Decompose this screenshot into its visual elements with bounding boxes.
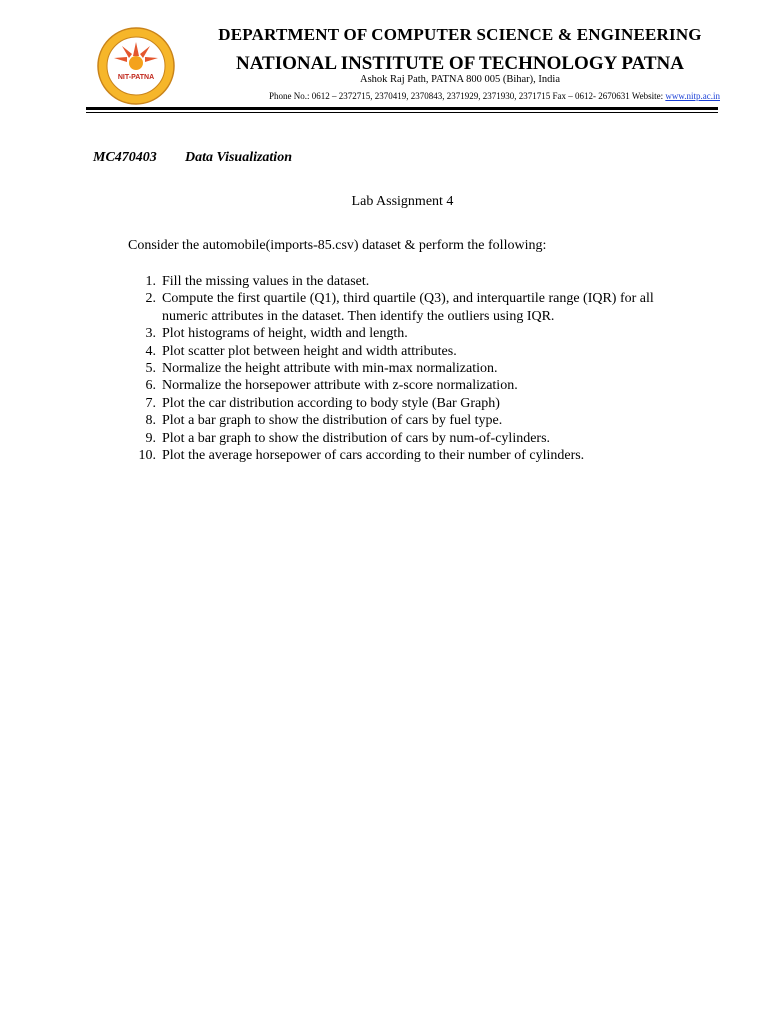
course-code: MC470403: [93, 150, 157, 165]
contact-text: Phone No.: 0612 – 2372715, 2370419, 2370843, 2371929, 2371930, 2371715 Fax – 0612- 2670631 Website:: [268, 91, 666, 101]
task-number: 7.: [145, 395, 156, 411]
task-item: [128, 290, 688, 325]
task-text: Plot scatter plot between height and width attributes.: [162, 343, 457, 359]
task-item: [128, 430, 688, 447]
assignment-intro: Consider the automobile(imports-85.csv) dataset & perform the following:: [128, 238, 547, 253]
institute-address: Ashok Raj Path, PATNA 800 005 (Bihar), India: [360, 74, 560, 85]
department-name: DEPARTMENT OF COMPUTER SCIENCE & ENGINEERING: [218, 25, 702, 44]
task-item: [128, 360, 688, 377]
task-number: 4.: [145, 343, 156, 359]
task-text: Plot a bar graph to show the distribution of cars by fuel type.: [162, 413, 503, 429]
logo-text: NIT-PATNA: [117, 74, 155, 81]
task-text: Plot the average horsepower of cars according to their number of cylinders.: [162, 448, 585, 464]
task-text: Fill the missing values in the dataset.: [162, 274, 370, 289]
task-item: [128, 447, 688, 464]
assignment-title: Lab Assignment 4: [351, 194, 454, 209]
website-link[interactable]: www.nitp.ac.in: [665, 91, 720, 101]
task-item: [128, 273, 688, 290]
task-text: Plot histograms of height, width and length.: [162, 326, 408, 342]
task-number: 1.: [145, 274, 156, 289]
task-number: 9.: [145, 430, 156, 446]
header-divider-thick: [86, 107, 718, 110]
task-item: [128, 377, 688, 394]
task-text: Compute the first quartile (Q1), third quartile (Q3), and interquartile range (IQR) for all numeric attributes in the dataset. Then identify the outliers using IQR.: [162, 291, 654, 324]
course-name: Data Visualization: [185, 150, 292, 165]
contact-info: [120, 91, 720, 101]
task-number: 6.: [145, 378, 156, 394]
task-text: Plot a bar graph to show the distribution of cars by num-of-cylinders.: [162, 430, 551, 446]
task-number: 2.: [145, 291, 156, 307]
course-line: [93, 150, 292, 166]
task-text: Normalize the horsepower attribute with z-score normalization.: [162, 378, 518, 394]
task-text: Normalize the height attribute with min-max normalization.: [162, 361, 498, 377]
task-item: [128, 395, 688, 412]
header-divider-thin: [86, 112, 718, 113]
institute-name: NATIONAL INSTITUTE OF TECHNOLOGY PATNA: [236, 53, 684, 74]
task-text: Plot the car distribution according to body style (Bar Graph): [162, 395, 500, 411]
task-item: [128, 325, 688, 342]
task-item: [128, 412, 688, 429]
task-number: 5.: [145, 361, 156, 377]
task-item: [128, 343, 688, 360]
task-number: 8.: [145, 413, 156, 429]
task-list: [128, 273, 688, 464]
task-number: 10.: [138, 448, 156, 464]
task-number: 3.: [145, 326, 156, 342]
